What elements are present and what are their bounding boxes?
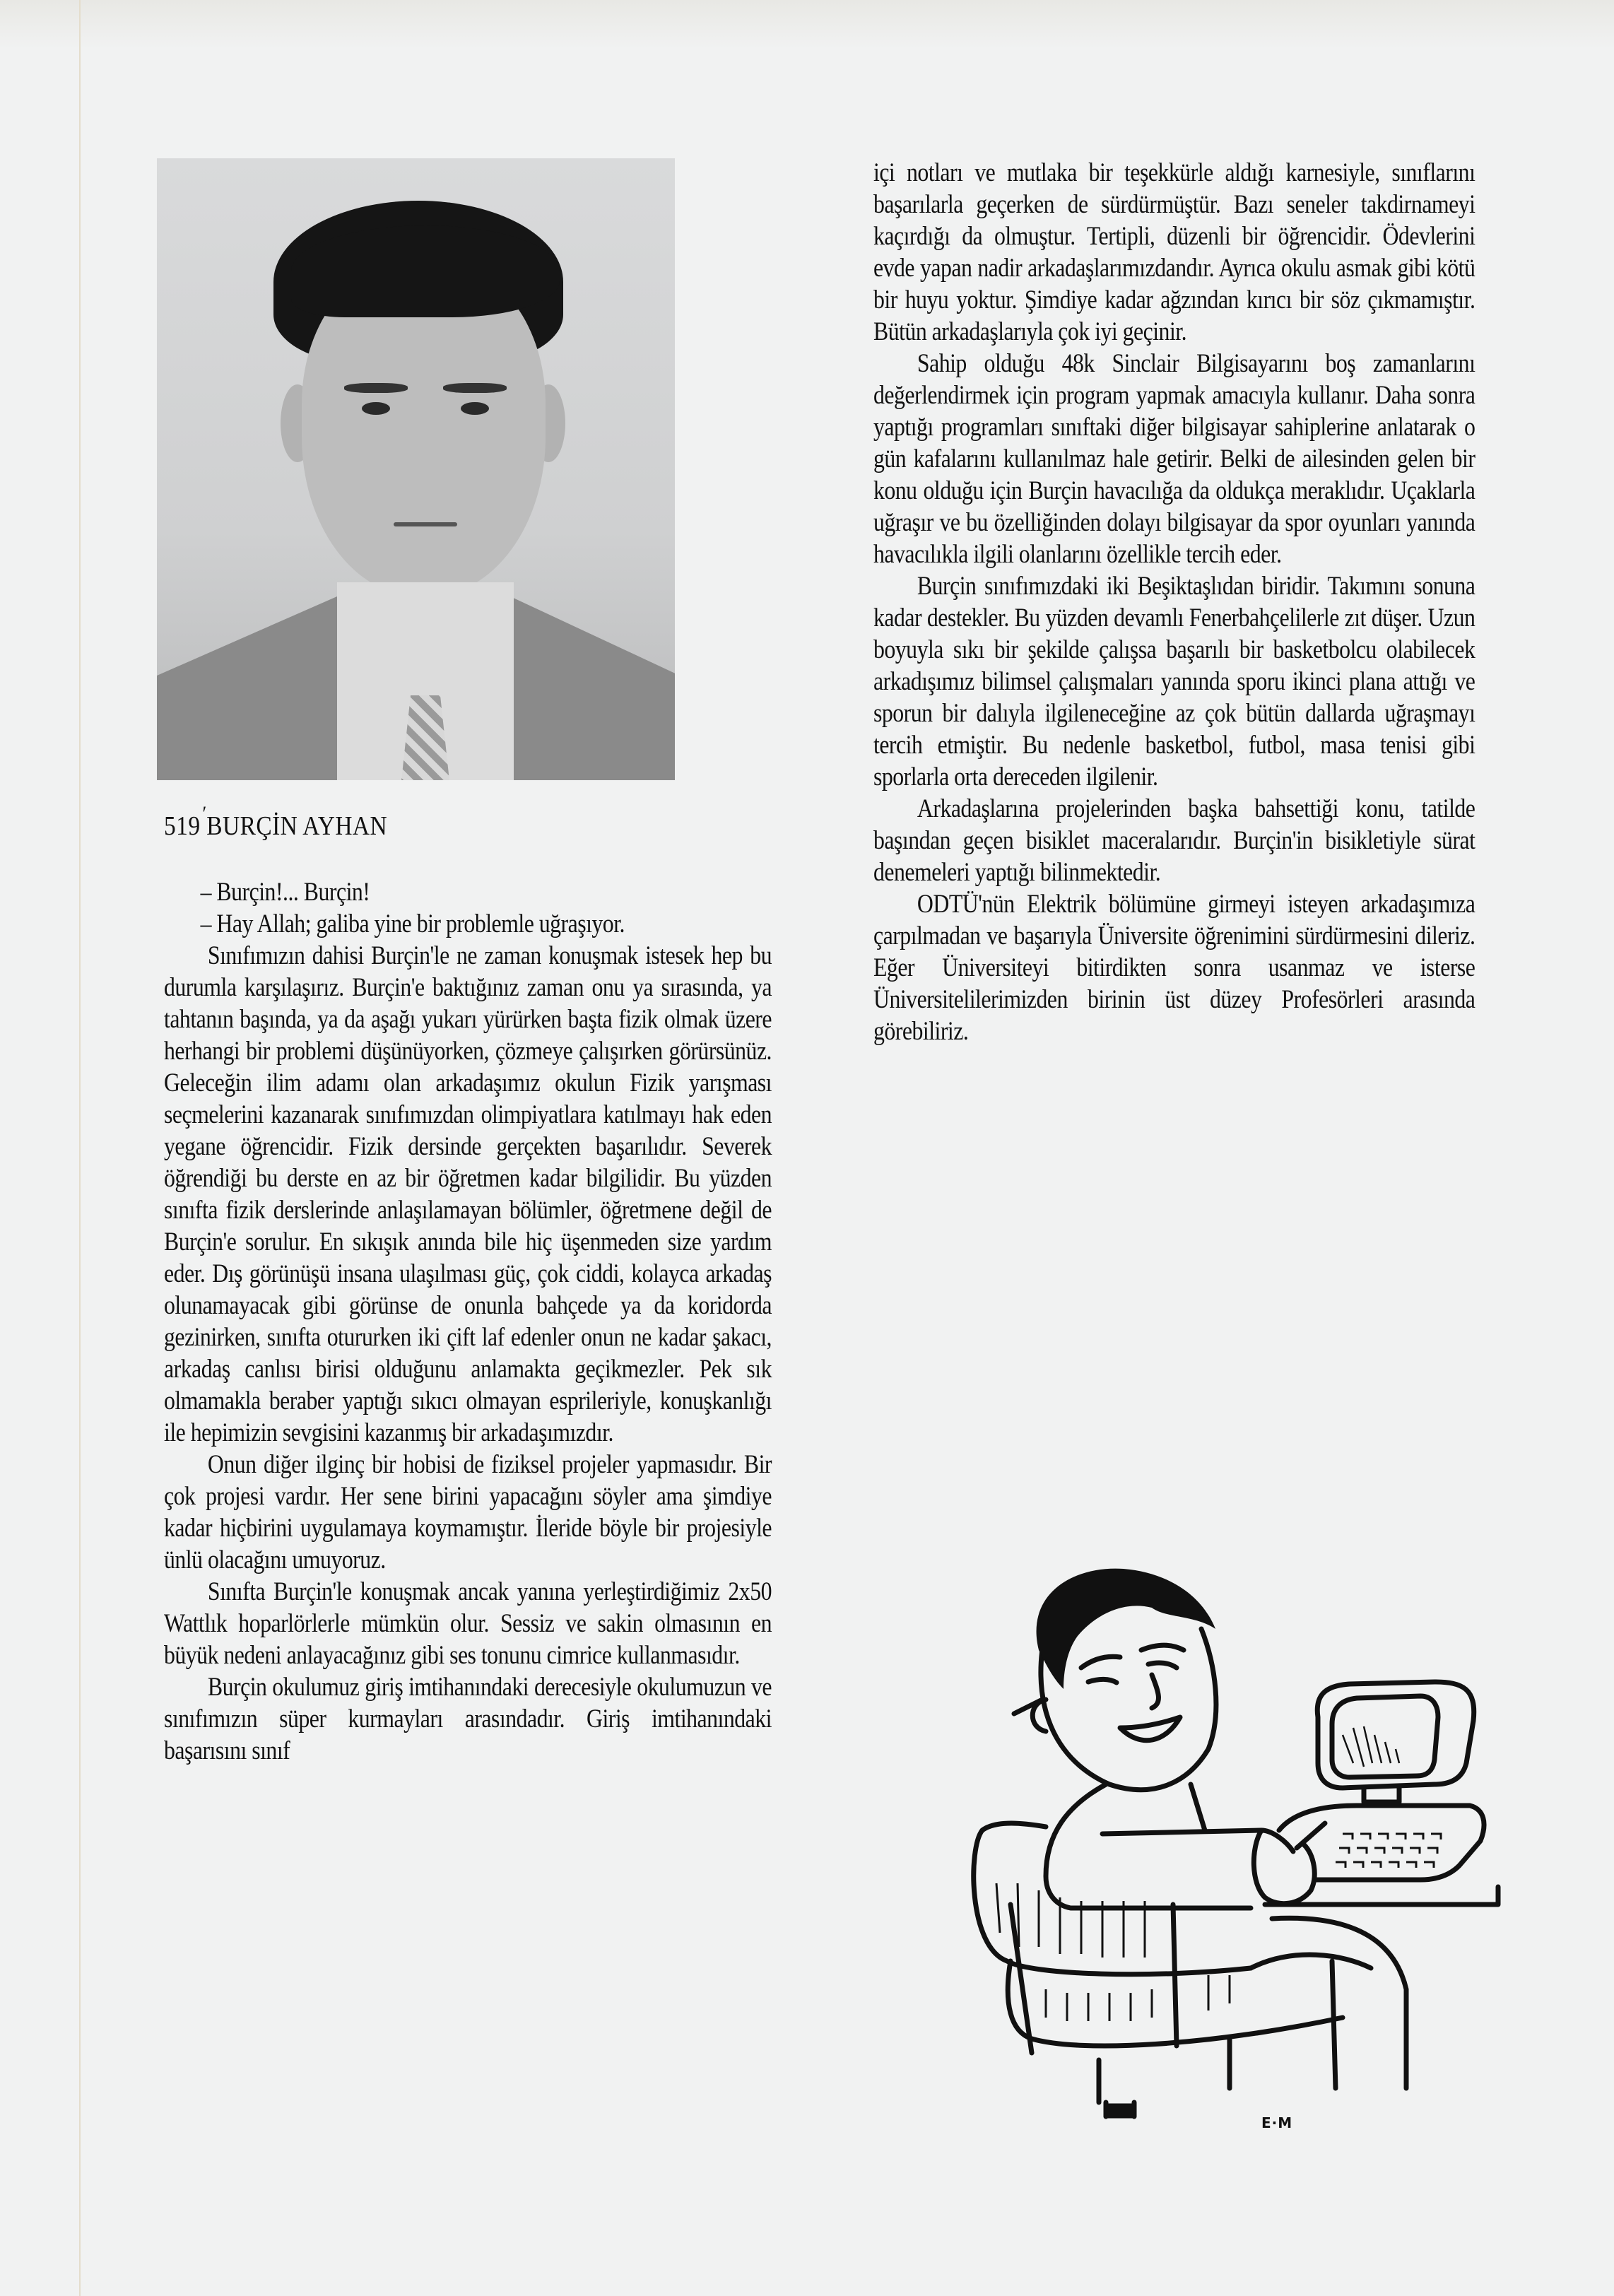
dialogue-line-2: – Hay Allah; galiba yine bir problemle uğraşıyor. <box>200 909 625 938</box>
paragraph-continued: içi notları ve mutlaka bir teşekkürle aldığı karnesiyle, sınıflarını başarılarla geçerken de sürdürmüştür. Bazı seneler takdirnameyi kaçırdığı da olmuştur. Tertipli, düzenli bir öğrencidir. Ödevlerini evde yapan nadir arkadaşlarımızdandır. Ayrıca okulu asmak gibi kötü bir huyu yoktur. Şimdiye kadar ağzından kırıcı bir söz çıkmamıştır. Bütün arkadaşlarıyla çok iyi geçinir. <box>873 158 1475 346</box>
paragraph: Sınıfta Burçin'le konuşmak ancak yanına yerleştirdiğimiz 2x50 Wattlık hoparlörlerle mümkün olur. Sessiz ve sakin olmasının en büyük nedeni anlayacağınız gibi ses tonunu cimrice kullanmasıdır. <box>164 1577 772 1670</box>
artist-signature: E·M <box>1261 2114 1293 2131</box>
student-heading <box>164 802 388 842</box>
paragraph: Burçin okulumuz giriş imtihanındaki derecesiyle okulumuzun ve sınıfımızın süper kurmayları arasındadır. Giriş imtihanındaki başarısını sınıf <box>164 1673 772 1765</box>
heading-accent-mark: ʹ <box>202 802 207 825</box>
left-column <box>164 876 772 1767</box>
paragraph: Onun diğer ilginç bir hobisi de fiziksel projeler yapmasıdır. Bir çok projesi vardır. Her sene birini yapacağını söyler ama şimdiye kadar hiçbirini uygulamaya koymamıştır. İleride böyle bir projesiyle ünlü olacağını umuyoruz. <box>164 1450 772 1574</box>
paragraph: Sınıfımızın dahisi Burçin'le ne zaman konuşmak istesek hep bu durumla karşılaşırız. Burçin'e baktığınız zaman onu ya sırasında, ya tahtanın başında, ya da aşağı yukarı yürürken başta fizik olmak üzere herhangi bir problemi düşünüyorken, çözmeye çalışırken görürsünüz. Geleceğin ilim adamı olan arkadaşımız okulun Fizik yarışması seçmelerini kazanarak sınıfımızdan olimpiyatlara katılmayı hak eden yegane öğrencidir. Fizik dersinde gerçekten başarılıdır. Severek öğrendiği bu derste en az bir öğretmen kadar bilgilidir. Bu yüzden sınıfta fizik derslerinde anlaşılamayan bölümler, öğretmene değil de Burçin'e sorulur. En sıkışık anında bile hiç üşenmeden size yardım eder. Dış görünüşü insana ulaşılması güç, çok ciddi, kolayca arkadaş olunamayacak gibi görünse de onunla bahçede ya da koridorda gezinirken, sınıfta otururken iki çift laf edenler onun ne kadar şakacı, arkadaş canlısı birisi olduğunu anlamakta geçikmezler. Pek sık olmamakla beraber yaptığı sıkıcı olmayan esprileriyle, konuşkanlığı ile hepimizin sevgisini kazanmış bir arkadaşımızdır. <box>164 941 772 1447</box>
page-top-shade <box>0 0 1614 49</box>
caricature-illustration <box>940 1551 1512 2152</box>
portrait-photo <box>157 158 675 780</box>
page-binding-edge <box>79 0 81 2296</box>
paragraph: Burçin sınıfımızdaki iki Beşiktaşlıdan biridir. Takımını sonuna kadar destekler. Bu yüzden devamlı Fenerbahçelilerle zıt düşer. Uzun boyuyla sıkı bir şekilde çalışsa başarılı bir basketbolcu olabilecek arkadışımız bilimsel çalışmaları yanında sporu ikinci plana attığı ve sporun bir dalıyla ilgileneceğine az çok bütün dallarda uğraşmayı tercih etmiştir. Bu nedenle basketbol, futbol, masa tenisi gibi sporlarla orta dereceden ilgilenir. <box>873 572 1475 791</box>
dialogue-line-1: – Burçin!... Burçin! <box>200 878 370 907</box>
photo-brow-left <box>344 383 408 393</box>
caricature-drawing <box>940 1551 1512 2152</box>
student-name: BURÇİN AYHAN <box>206 811 388 841</box>
photo-eye-right <box>461 402 489 415</box>
photo-brow-right <box>443 383 507 393</box>
paragraph: Arkadaşlarına projelerinden başka bahsettiği konu, tatilde başından geçen bisiklet maceralarıdır. Burçin'in bisikletiyle sürat denemeleri yaptığı bilinmektedir. <box>873 794 1475 887</box>
student-number: 519 <box>164 811 201 841</box>
paragraph: Sahip olduğu 48k Sinclair Bilgisayarını boş zamanlarını değerlendirmek için program yapmak amacıyla kullanır. Daha sonra yaptığı programları sınıftaki diğer bilgisayar sahiplerine anlatarak o gün kafalarını kullanılmaz hale getirir. Belki de ailesinden gelen bir konu olduğu için Burçin havacılığa da oldukça meraklıdır. Uçaklarla uğraşır ve bu özelliğinden dolayı bilgisayar da spor oyunları yanında havacılıkla ilgili olanlarını özellikle tercih eder. <box>873 349 1475 569</box>
photo-eye-left <box>362 402 390 415</box>
paragraph: ODTÜ'nün Elektrik bölümüne girmeyi isteyen arkadaşımıza çarpılmadan ve başarıyla Üniversite öğrenimini sürdürmesini dileriz. Eğer Üniversiteyi bitirdikten sonra usanmaz ve isterse Üniversitelilerimizden birinin üst düzey Profesörleri arasında görebiliriz. <box>873 890 1475 1046</box>
photo-hair-front <box>291 225 560 317</box>
right-column <box>873 157 1475 1047</box>
photo-mouth <box>394 522 457 526</box>
